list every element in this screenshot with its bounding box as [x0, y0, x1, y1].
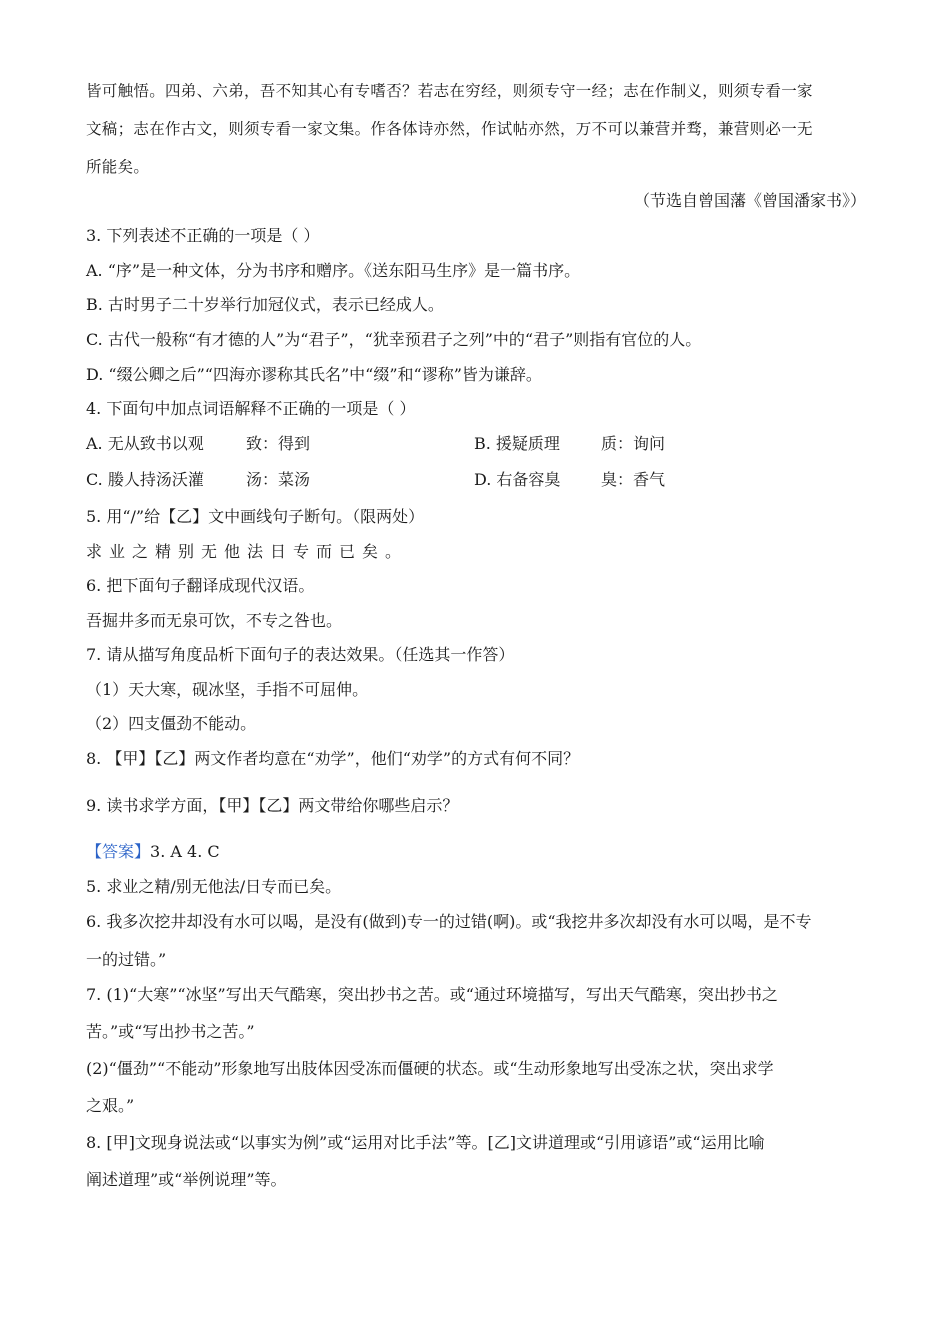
q3-option-b: B. 古时男子二十岁举行加冠仪式，表示已经成人。 [86, 295, 444, 314]
answer-6-line-2: 一的过错。” [86, 950, 167, 969]
answer-8-line-2: 阐述道理”或“举例说理”等。 [86, 1170, 287, 1189]
q4-option-c: C. 媵人持汤沃灌 [86, 470, 204, 489]
q7-stem: 7. 请从描写角度品析下面句子的表达效果。（任选其一作答） [86, 645, 515, 664]
q6-sentence: 吾掘井多而无泉可饮，不专之咎也。 [86, 611, 343, 630]
q4-option-b-gloss: 质：询问 [601, 434, 666, 453]
passage-line-1: 皆可触悟。四弟、六弟，吾不知其心有专嗜否？若志在穷经，则须专守一经；志在作制义，则须专看一家 [86, 82, 813, 100]
q5-stem: 5. 用“/”给【乙】文中画线句子断句。（限两处） [86, 507, 425, 526]
q8-stem: 8. 【甲】【乙】两文作者均意在“劝学”，他们“劝学”的方式有何不同？ [86, 749, 580, 768]
answer-7-line-4: 之艰。” [86, 1096, 135, 1115]
q4-option-c-gloss: 汤：菜汤 [246, 470, 311, 489]
q4-option-a: A. 无从致书以观 [86, 434, 204, 453]
answer-8-line-1: 8. [甲]文现身说法或“以事实为例”或“运用对比手法”等。[乙]文讲道理或“引用谚语”或“运用比喻 [86, 1133, 765, 1152]
passage-line-2: 文稿；志在作古文，则须专看一家文集。作各体诗亦然，作试帖亦然，万不可以兼营并骛，兼营则必一无 [86, 120, 813, 138]
answer-line-1 [86, 841, 866, 863]
passage-line-3: 所能矣。 [86, 158, 150, 176]
q3-stem: 3. 下列表述不正确的一项是（ ） [86, 226, 320, 245]
passage-source: （节选自曾国藩《曾国潘家书》） [633, 191, 866, 210]
q3-option-a: A. “序”是一种文体，分为书序和赠序。《送东阳马生序》是一篇书序。 [86, 261, 581, 280]
q7-sentence-1: （1）天大寒，砚冰坚，手指不可屈伸。 [86, 680, 369, 699]
answer-5: 5. 求业之精/别无他法/日专而已矣。 [86, 877, 342, 896]
q4-option-d-gloss: 臭：香气 [601, 470, 666, 489]
q4-stem: 4. 下面句中加点词语解释不正确的一项是（ ） [86, 399, 416, 418]
answer-7-line-2: 苦。”或“写出抄书之苦。” [86, 1022, 255, 1041]
q9-stem: 9. 读书求学方面，【甲】【乙】两文带给你哪些启示？ [86, 796, 459, 815]
q3-option-c: C. 古代一般称“有才德的人”为“君子”，“犹幸预君子之列”中的“君子”则指有官位的人。 [86, 330, 702, 349]
answer-7-line-1: 7. (1)“大寒”“冰坚”写出天气酷寒，突出抄书之苦。或“通过环境描写，写出天气酷寒，突出抄书之 [86, 985, 778, 1004]
answer-7-line-3: (2)“僵劲”“不能动”形象地写出肢体因受冻而僵硬的状态。或“生动形象地写出受冻之状，突出求学 [86, 1059, 774, 1078]
q4-option-a-gloss: 致：得到 [246, 434, 311, 453]
answer-6-line-1: 6. 我多次挖井却没有水可以喝，是没有(做到)专一的过错(啊)。或“我挖井多次却没有水可以喝，是不专 [86, 912, 812, 931]
q6-stem: 6. 把下面句子翻译成现代汉语。 [86, 576, 315, 595]
answer-3-4: 3. A 4. C [150, 842, 220, 861]
q3-option-d: D. “缀公卿之后”“四海亦谬称其氏名”中“缀”和“谬称”皆为谦辞。 [86, 365, 542, 384]
q4-option-b: B. 援疑质理 [474, 434, 560, 453]
q5-sentence: 求业之精别无他法日专而已矣。 [86, 542, 409, 561]
q4-option-d: D. 右备容臭 [474, 470, 561, 489]
answer-tag: 【答案】 [86, 842, 151, 861]
q7-sentence-2: （2）四支僵劲不能动。 [86, 714, 257, 733]
